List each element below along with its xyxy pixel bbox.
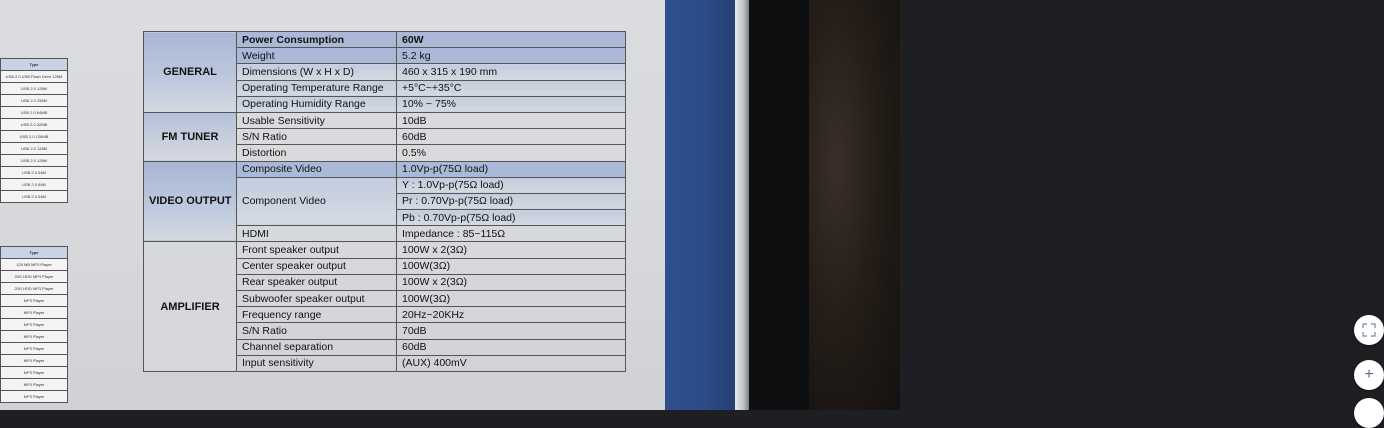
spec-value: 100W x 2(3Ω) <box>397 274 626 290</box>
spec-value: 60dB <box>397 339 626 355</box>
spec-label: Operating Temperature Range <box>237 80 397 96</box>
mini-table-cell: 20G HDD MP3 Player <box>1 271 68 283</box>
spec-label: Channel separation <box>237 339 397 355</box>
mini-table-cell: MP3 Player <box>1 295 68 307</box>
mini-table-cell: MP3 Player <box>1 391 68 403</box>
document-page <box>0 0 665 410</box>
mini-table-bottom <box>0 246 68 403</box>
spec-label: Weight <box>237 48 397 64</box>
mini-table-cell: MP3 Player <box>1 367 68 379</box>
mini-table-cell: MP3 Player <box>1 343 68 355</box>
mini-table-cell: MP3 Player <box>1 307 68 319</box>
spec-value: 70dB <box>397 323 626 339</box>
spec-label: Rear speaker output <box>237 274 397 290</box>
spec-value: 0.5% <box>397 145 626 161</box>
spec-value: 60W <box>397 32 626 48</box>
spec-value: Y : 1.0Vp-p(75Ω load) <box>397 177 626 193</box>
spec-value: Pr : 0.70Vp-p(75Ω load) <box>397 193 626 209</box>
spec-label: S/N Ratio <box>237 129 397 145</box>
monitor-bezel <box>749 0 809 410</box>
mini-table-cell: USB 2.0 64M <box>1 179 68 191</box>
spec-value: 460 x 315 x 190 mm <box>397 64 626 80</box>
mini-table-header: Type <box>1 59 68 71</box>
spec-value: Impedance : 85~115Ω <box>397 226 626 242</box>
zoom-in-button[interactable] <box>1354 360 1384 390</box>
mini-table-cell: USB 2.0 256M <box>1 95 68 107</box>
spec-value: (AUX) 400mV <box>397 355 626 371</box>
spec-value: 60dB <box>397 129 626 145</box>
more-button[interactable] <box>1354 398 1384 428</box>
fit-screen-button[interactable] <box>1354 315 1384 345</box>
category-video-output: VIDEO OUTPUT <box>144 161 237 242</box>
spec-label: Operating Humidity Range <box>237 96 397 112</box>
monitor-bezel-edge <box>735 0 749 410</box>
spec-value: 100W x 2(3Ω) <box>397 242 626 258</box>
mini-table-cell: 20G HDD MP3 Player <box>1 283 68 295</box>
spec-value: +5°C~+35°C <box>397 80 626 96</box>
mini-table-cell: MP3 Player <box>1 379 68 391</box>
fit-screen-icon <box>1362 323 1376 337</box>
spec-table <box>143 31 626 372</box>
mini-table-cell: MP3 Player <box>1 319 68 331</box>
mini-table-cell: MP3 Player <box>1 355 68 367</box>
mini-table-cell: USB 2.0 64MB <box>1 107 68 119</box>
spec-value: 100W(3Ω) <box>397 258 626 274</box>
spec-label: Power Consumption <box>237 32 397 48</box>
category-general: GENERAL <box>144 32 237 113</box>
mini-table-cell: MP3 Player <box>1 331 68 343</box>
spec-label: Subwoofer speaker output <box>237 291 397 307</box>
spec-label: S/N Ratio <box>237 323 397 339</box>
spec-value: 10dB <box>397 112 626 128</box>
background-room <box>809 0 900 410</box>
plus-icon: + <box>1364 366 1374 383</box>
spec-value: 5.2 kg <box>397 48 626 64</box>
spec-label: Dimensions (W x H x D) <box>237 64 397 80</box>
mini-table-cell: USB 2.0 64M <box>1 167 68 179</box>
spec-label: Front speaker output <box>237 242 397 258</box>
mini-table-top <box>0 58 68 203</box>
mini-table-cell: USB 2.0 128M <box>1 155 68 167</box>
mini-table-cell: USB 2.0 128MB <box>1 131 68 143</box>
spec-label: HDMI <box>237 226 397 242</box>
mini-table-cell: USB 2.0 128M <box>1 143 68 155</box>
category-amplifier: AMPLIFIER <box>144 242 237 372</box>
category-fm-tuner: FM TUNER <box>144 112 237 161</box>
spec-value: 20Hz~20KHz <box>397 307 626 323</box>
mini-table-cell: USB 2.0 32MB <box>1 119 68 131</box>
spec-value: 100W(3Ω) <box>397 291 626 307</box>
mini-table-cell: USB 2.0 64M <box>1 191 68 203</box>
spec-label: Input sensitivity <box>237 355 397 371</box>
mini-table-cell: USB 2.0 128M <box>1 83 68 95</box>
spec-label: Frequency range <box>237 307 397 323</box>
spec-value: 10% ~ 75% <box>397 96 626 112</box>
spec-label: Center speaker output <box>237 258 397 274</box>
mini-table-cell: 128 MB MP3 Player <box>1 259 68 271</box>
spec-label: Usable Sensitivity <box>237 112 397 128</box>
mini-table-cell: USB 2.0 USB Flash Drive 128M <box>1 71 68 83</box>
spec-label-component: Component Video <box>237 177 397 226</box>
spec-label: Composite Video <box>237 161 397 177</box>
spec-value: Pb : 0.70Vp-p(75Ω load) <box>397 210 626 226</box>
spec-value: 1.0Vp-p(75Ω load) <box>397 161 626 177</box>
spec-label: Distortion <box>237 145 397 161</box>
viewer-side-panel <box>665 0 1374 410</box>
mini-table-header: Type <box>1 247 68 259</box>
